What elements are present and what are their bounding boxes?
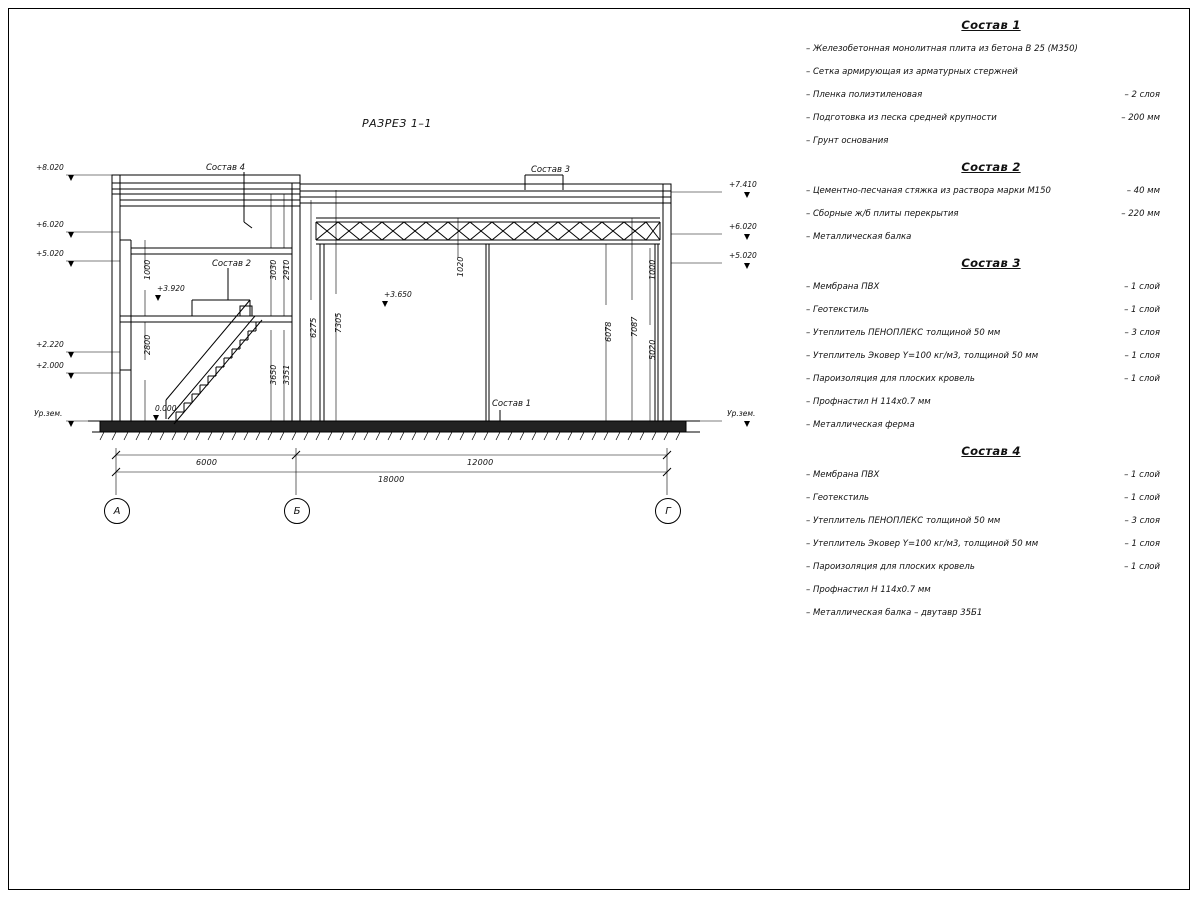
vdim-3650: 3650 <box>269 364 278 385</box>
spec-item-label: – Металлическая балка – двутавр 35Б1 <box>806 608 983 618</box>
level-mark-left-2: +6.020 <box>36 220 64 229</box>
spec-item-label: – Мембрана ПВХ <box>806 282 880 292</box>
spec-row <box>800 420 1182 430</box>
spec-item-label: – Пароизоляция для плоских кровель <box>806 562 975 572</box>
spec-item-value: – 2 слоя <box>1124 90 1160 100</box>
spec-item-value: – 1 слой <box>1124 470 1160 480</box>
spec-item-label: – Пароизоляция для плоских кровель <box>806 374 975 384</box>
spec-item-value: – 3 слоя <box>1124 328 1160 338</box>
level-mark-right-ground: Ур.зем. <box>727 409 756 418</box>
callout-sostav-4: Состав 4 <box>206 163 246 173</box>
spec-row <box>800 90 1182 100</box>
spec-item-label: – Подготовка из песка средней крупности <box>806 113 997 123</box>
level-mark-left-5: +2.000 <box>36 361 64 370</box>
spec-group-1 <box>800 18 1182 146</box>
spec-row <box>800 608 1182 618</box>
spec-item-label: – Металлическая ферма <box>806 420 915 430</box>
spec-item-label: – Утеплитель ПЕНОПЛЕКС толщиной 50 мм <box>806 328 1001 338</box>
vdim-3030: 3030 <box>269 259 278 280</box>
spec-item-value: – 1 слой <box>1124 562 1160 572</box>
spec-row <box>800 470 1182 480</box>
spec-item-value: – 1 слой <box>1124 374 1160 384</box>
spec-item-label: – Сетка армирующая из арматурных стержней <box>806 67 1018 77</box>
spec-item-value: – 40 мм <box>1126 186 1160 196</box>
spec-item-value: – 3 слоя <box>1124 516 1160 526</box>
vdim-3351: 3351 <box>282 364 291 385</box>
level-mark-right-1: +7.410 <box>729 180 757 189</box>
spec-row <box>800 113 1182 123</box>
level-mark-left-ground: Ур.зем. <box>34 409 63 418</box>
spec-item-value: – 1 слоя <box>1124 539 1160 549</box>
spec-item-label: – Профнастил Н 114х0.7 мм <box>806 397 931 407</box>
spec-item-label: – Утеплитель Эковер Y=100 кг/м3, толщиной 50 мм <box>806 351 1039 361</box>
spec-item-label: – Геотекстиль <box>806 305 870 315</box>
spec-item-value: – 1 слой <box>1124 282 1160 292</box>
spec-row <box>800 282 1182 292</box>
spec-item-label: – Профнастил Н 114х0.7 мм <box>806 585 931 595</box>
spec-item-label: – Грунт основания <box>806 136 889 146</box>
spec-row <box>800 351 1182 361</box>
spec-item-label: – Пленка полиэтиленовая <box>806 90 923 100</box>
spec-row <box>800 397 1182 407</box>
level-mark-right-3: +5.020 <box>729 251 757 260</box>
level-mark-inner-1: +3.920 <box>157 284 185 293</box>
spec-row <box>800 493 1182 503</box>
level-mark-left-4: +2.220 <box>36 340 64 349</box>
spec-item-label: – Цементно-песчаная стяжка из раствора марки М150 <box>806 186 1051 196</box>
spec-group-2 <box>800 160 1182 242</box>
vdim-6275: 6275 <box>309 317 318 338</box>
spec-title-2: Состав 2 <box>961 160 1021 174</box>
specification-panel <box>800 18 1182 632</box>
spec-row <box>800 232 1182 242</box>
vdim-1000-right: 1000 <box>648 259 657 280</box>
spec-row <box>800 186 1182 196</box>
spec-row <box>800 516 1182 526</box>
callout-sostav-2: Состав 2 <box>212 259 252 269</box>
vdim-5020: 5020 <box>648 339 657 360</box>
axis-mark-a <box>104 498 130 524</box>
spec-item-label: – Сборные ж/б плиты перекрытия <box>806 209 959 219</box>
callout-sostav-3: Состав 3 <box>531 165 571 175</box>
spec-item-value: – 200 мм <box>1121 113 1160 123</box>
spec-item-label: – Мембрана ПВХ <box>806 470 880 480</box>
spec-item-label: – Утеплитель ПЕНОПЛЕКС толщиной 50 мм <box>806 516 1001 526</box>
spec-row <box>800 136 1182 146</box>
callout-sostav-1: Состав 1 <box>492 399 532 409</box>
spec-item-label: – Металлическая балка <box>806 232 912 242</box>
spec-item-value: – 1 слой <box>1124 493 1160 503</box>
spec-item-value: – 1 слоя <box>1124 351 1160 361</box>
vdim-2910: 2910 <box>282 259 291 280</box>
spec-row <box>800 305 1182 315</box>
axis-label-g: Г <box>665 505 671 517</box>
vdim-1000-left: 1000 <box>143 259 152 280</box>
spec-item-value: – 220 мм <box>1121 209 1160 219</box>
spec-item-label: – Утеплитель Эковер Y=100 кг/м3, толщиной 50 мм <box>806 539 1039 549</box>
spec-group-4 <box>800 444 1182 618</box>
axis-label-b: Б <box>293 505 301 517</box>
vdim-2800: 2800 <box>143 334 152 355</box>
vdim-1020: 1020 <box>456 256 465 277</box>
level-mark-inner-zero: 0.000 <box>155 404 177 413</box>
level-mark-left-1: +8.020 <box>36 163 64 172</box>
spec-item-value: – 1 слой <box>1124 305 1160 315</box>
spec-row <box>800 562 1182 572</box>
hdim-6000: 6000 <box>196 458 218 467</box>
spec-title-4: Состав 4 <box>961 444 1021 458</box>
spec-row <box>800 209 1182 219</box>
level-mark-right-2: +6.020 <box>729 222 757 231</box>
axis-mark-b <box>284 498 310 524</box>
spec-row <box>800 44 1182 54</box>
axis-label-a: А <box>113 505 121 517</box>
spec-group-3 <box>800 256 1182 430</box>
spec-row <box>800 374 1182 384</box>
level-mark-left-3: +5.020 <box>36 249 64 258</box>
spec-title-1: Состав 1 <box>961 18 1021 32</box>
vdim-6078: 6078 <box>604 321 613 342</box>
spec-row <box>800 539 1182 549</box>
vdim-7305: 7305 <box>334 312 343 333</box>
hdim-12000: 12000 <box>467 458 494 467</box>
spec-row <box>800 328 1182 338</box>
axis-mark-g <box>655 498 681 524</box>
spec-title-3: Состав 3 <box>961 256 1021 270</box>
spec-row <box>800 67 1182 77</box>
level-mark-inner-2: +3.650 <box>384 290 412 299</box>
section-title: РАЗРЕЗ 1–1 <box>362 117 432 130</box>
hdim-18000: 18000 <box>378 475 405 484</box>
vdim-7087: 7087 <box>630 316 639 337</box>
spec-item-label: – Железобетонная монолитная плита из бетона В 25 (М350) <box>806 44 1078 54</box>
spec-item-label: – Геотекстиль <box>806 493 870 503</box>
spec-row <box>800 585 1182 595</box>
